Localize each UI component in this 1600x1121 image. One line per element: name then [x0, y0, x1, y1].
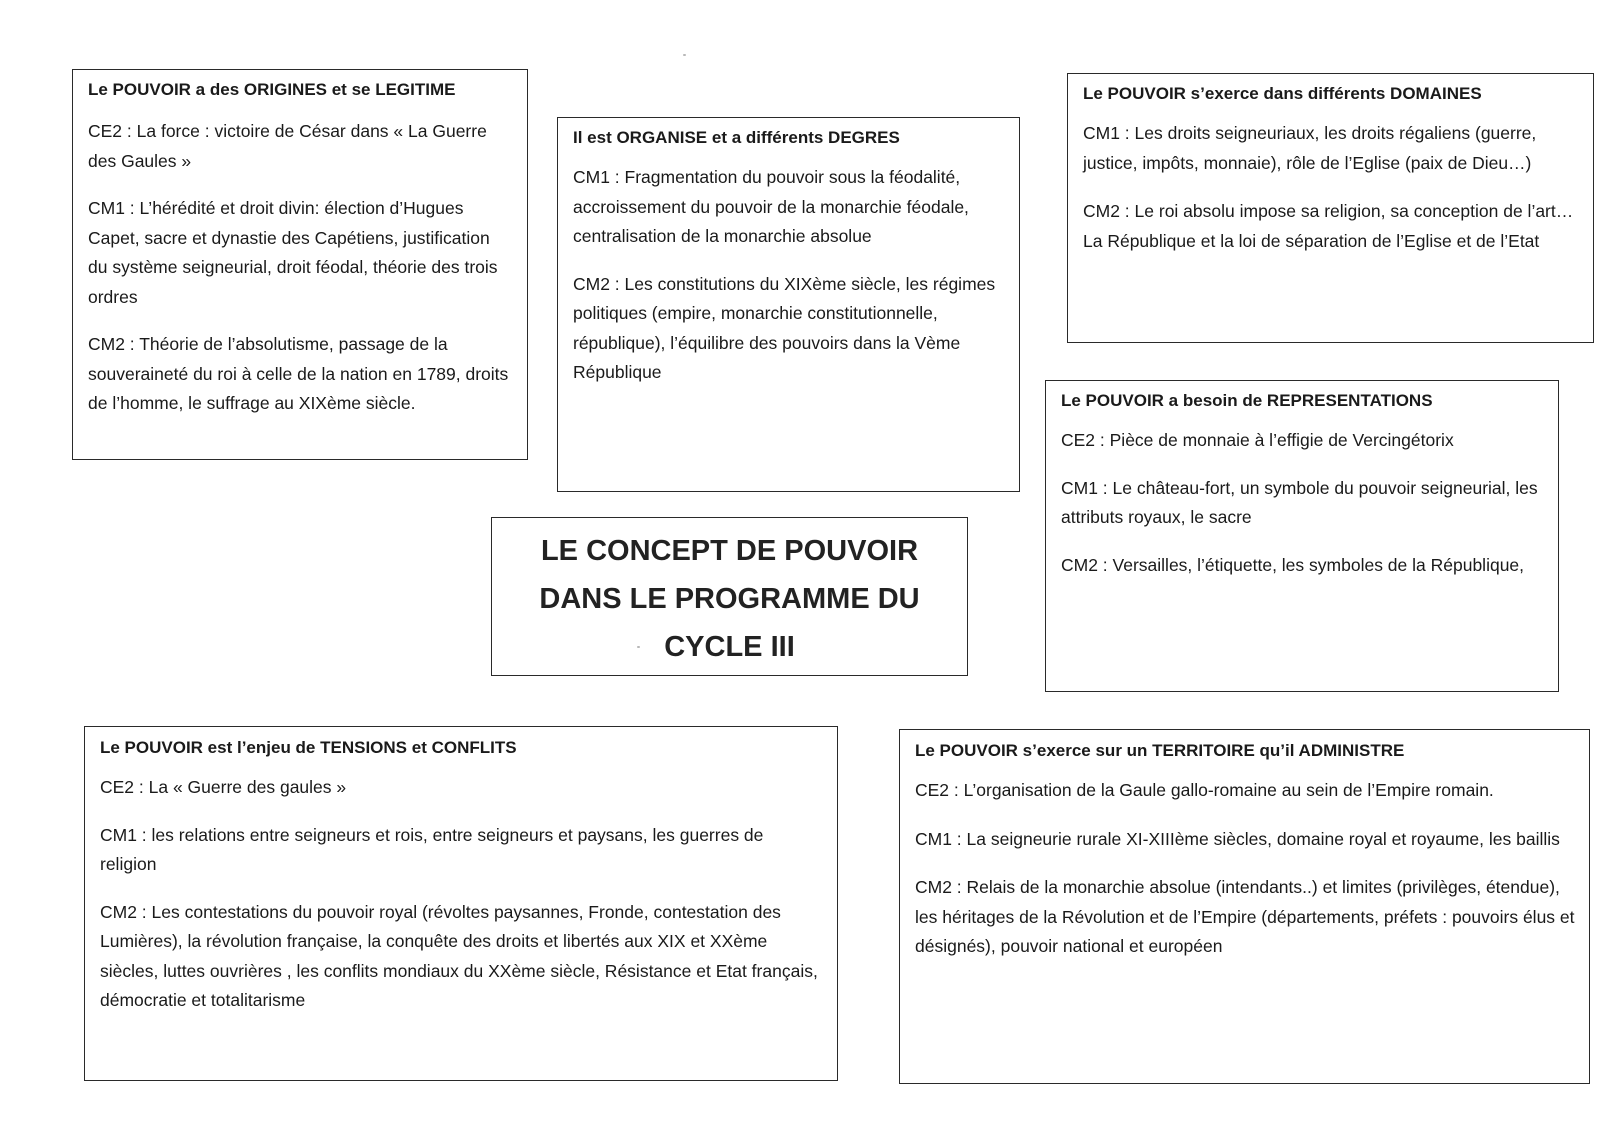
- box-domaines: [1067, 73, 1594, 343]
- box-origines: [72, 69, 528, 460]
- paragraph-ce2: CE2 : Pièce de monnaie à l’effigie de Vercingétorix: [1061, 430, 1454, 450]
- paragraph-cm2: CM2 : Les contestations du pouvoir royal (révoltes paysannes, Fronde, contestation des Lumières), la révolution française, la conquête des droits et libertés aux XIX et XXème siècles, luttes ouvrières , les conflits mondiaux du XXème siècle, Résistance et Etat français, démocratie et totalitarisme: [100, 901, 818, 1010]
- scan-speck: [683, 54, 686, 56]
- central-title: LE CONCEPT DE POUVOIR DANS LE PROGRAMME DU CYCLE III: [539, 534, 920, 663]
- paragraph-cm1: CM1 : L’hérédité et droit divin: élection d’Hugues Capet, sacre et dynastie des Capétiens, justification du système seigneurial, droit féodal, théorie des trois ordres: [88, 198, 498, 307]
- box-title: Le POUVOIR a besoin de REPRESENTATIONS: [1061, 391, 1433, 410]
- box-organise: [557, 117, 1020, 492]
- box-title: Il est ORGANISE et a différents DEGRES: [573, 128, 900, 147]
- box-tensions: [84, 726, 838, 1081]
- paragraph-cm2: CM2 : Le roi absolu impose sa religion, sa conception de l’art…La République et la loi de séparation de l’Eglise et de l’Etat: [1083, 201, 1574, 251]
- paragraph-ce2: CE2 : La « Guerre des gaules »: [100, 777, 347, 797]
- box-title: Le POUVOIR est l’enjeu de TENSIONS et CONFLITS: [100, 738, 517, 757]
- paragraph-cm2: CM2 : Versailles, l’étiquette, les symboles de la République,: [1061, 554, 1525, 575]
- paragraph-cm1: CM1 : Les droits seigneuriaux, les droits régaliens (guerre, justice, impôts, monnaie), rôle de l’Eglise (paix de Dieu…): [1083, 123, 1537, 173]
- box-title: Le POUVOIR s’exerce dans différents DOMAINES: [1083, 84, 1482, 103]
- box-title: Le POUVOIR s’exerce sur un TERRITOIRE qu’il ADMINISTRE: [915, 741, 1405, 760]
- box-title: Le POUVOIR a des ORIGINES et se LEGITIME: [88, 80, 456, 99]
- box-representations: [1045, 380, 1559, 692]
- paragraph-ce2: CE2 : L’organisation de la Gaule gallo-romaine au sein de l’Empire romain.: [915, 780, 1494, 800]
- paragraph-cm2: CM2 : Relais de la monarchie absolue (intendants..) et limites (privilèges, étendue), les héritages de la Révolution et de l’Empire (départements, préfets : pouvoirs élus et désignés), pouvoir national et européen: [915, 877, 1575, 956]
- paragraph-cm2: CM2 : Les constitutions du XIXème siècle, les régimes politiques (empire, monarchie constitutionnelle, république), l’équilibre des pouvoirs dans la Vème République: [573, 273, 996, 382]
- paragraph-cm1: CM1 : les relations entre seigneurs et rois, entre seigneurs et paysans, les guerres de religion: [100, 824, 764, 874]
- paragraph-ce2: CE2 : La force : victoire de César dans « La Guerre des Gaules »: [88, 121, 487, 171]
- box-territoire: [899, 729, 1590, 1084]
- paragraph-cm1: CM1 : Le château-fort, un symbole du pouvoir seigneurial, les attributs royaux, le sacre: [1061, 477, 1538, 527]
- central-title-box: [491, 517, 968, 676]
- paragraph-cm1: CM1 : Fragmentation du pouvoir sous la féodalité, accroissement du pouvoir de la monarchie féodale, centralisation de la monarchie absolue: [573, 167, 969, 246]
- paragraph-cm1: CM1 : La seigneurie rurale XI-XIIIème siècles, domaine royal et royaume, les baillis: [915, 828, 1560, 849]
- paragraph-cm2: CM2 : Théorie de l’absolutisme, passage de la souveraineté du roi à celle de la nation en 1789, droits de l’homme, le suffrage au XIXème siècle.: [88, 334, 509, 413]
